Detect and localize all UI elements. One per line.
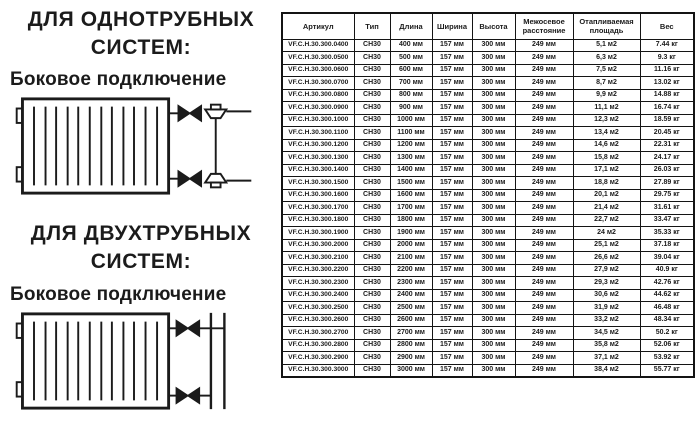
table-cell: 33.47 кг <box>640 214 694 227</box>
table-row <box>282 102 694 115</box>
table-row <box>282 114 694 127</box>
table-cell: 157 мм <box>432 52 472 65</box>
table-cell: 44.62 кг <box>640 289 694 302</box>
table-cell: 249 мм <box>515 239 573 252</box>
table-cell: 300 мм <box>472 227 515 240</box>
table-cell: СН30 <box>354 277 390 290</box>
table-row <box>282 52 694 65</box>
valve-icon <box>190 106 202 121</box>
table-row <box>282 314 694 327</box>
table-cell: 500 мм <box>390 52 432 65</box>
radiator-icon <box>17 99 169 193</box>
table-cell: 249 мм <box>515 152 573 165</box>
table-cell: VF.C.H.30.300.0500 <box>282 52 354 65</box>
table-cell: 300 мм <box>472 202 515 215</box>
table-cell: 53.92 кг <box>640 352 694 365</box>
table-cell: 24.17 кг <box>640 152 694 165</box>
single-pipe-section-title <box>10 6 272 61</box>
table-cell: VF.C.H.30.300.2900 <box>282 352 354 365</box>
table-cell: СН30 <box>354 52 390 65</box>
table-cell: 157 мм <box>432 127 472 140</box>
table-row <box>282 227 694 240</box>
table-cell: 1300 мм <box>390 152 432 165</box>
title-line-1: ДЛЯ ОДНОТРУБНЫХ <box>27 8 255 31</box>
table-cell: 157 мм <box>432 227 472 240</box>
table-cell: 249 мм <box>515 327 573 340</box>
single-pipe-section <box>10 6 272 196</box>
table-cell: 157 мм <box>432 214 472 227</box>
table-cell: 300 мм <box>472 189 515 202</box>
table-cell: 2400 мм <box>390 289 432 302</box>
table-row <box>282 264 694 277</box>
table-cell: 300 мм <box>472 314 515 327</box>
table-cell: 157 мм <box>432 339 472 352</box>
table-cell: СН30 <box>354 139 390 152</box>
table-cell: 249 мм <box>515 264 573 277</box>
table-cell: VF.C.H.30.300.0600 <box>282 64 354 77</box>
connection-diagrams-panel <box>10 6 272 411</box>
table-cell: 50.2 кг <box>640 327 694 340</box>
supply-piping <box>169 320 225 335</box>
table-cell: 249 мм <box>515 164 573 177</box>
spec-table-head-row <box>282 13 694 39</box>
table-cell: 24 м2 <box>573 227 640 240</box>
table-cell: СН30 <box>354 264 390 277</box>
table-cell: 11.16 кг <box>640 64 694 77</box>
table-cell: VF.C.H.30.300.0900 <box>282 102 354 115</box>
table-cell: 26.03 кг <box>640 164 694 177</box>
table-cell: 55.77 кг <box>640 364 694 377</box>
table-cell: СН30 <box>354 289 390 302</box>
column-header: Межосевое расстояние <box>515 13 573 39</box>
table-cell: 30,6 м2 <box>573 289 640 302</box>
table-cell: 300 мм <box>472 252 515 265</box>
table-cell: VF.C.H.30.300.1900 <box>282 227 354 240</box>
table-cell: 27,9 м2 <box>573 264 640 277</box>
table-cell: 21,4 м2 <box>573 202 640 215</box>
table-cell: 2500 мм <box>390 302 432 315</box>
table-cell: 33,2 м2 <box>573 314 640 327</box>
table-cell: VF.C.H.30.300.2200 <box>282 264 354 277</box>
table-cell: VF.C.H.30.300.0700 <box>282 77 354 90</box>
table-cell: 2800 мм <box>390 339 432 352</box>
table-cell: 157 мм <box>432 239 472 252</box>
table-cell: 157 мм <box>432 189 472 202</box>
table-cell: 22,7 м2 <box>573 214 640 227</box>
table-cell: 249 мм <box>515 89 573 102</box>
table-row <box>282 89 694 102</box>
table-cell: 48.34 кг <box>640 314 694 327</box>
table-cell: 6,3 м2 <box>573 52 640 65</box>
table-cell: VF.C.H.30.300.2300 <box>282 277 354 290</box>
table-cell: 20.45 кг <box>640 127 694 140</box>
table-cell: 1600 мм <box>390 189 432 202</box>
table-cell: СН30 <box>354 164 390 177</box>
table-cell: 22.31 кг <box>640 139 694 152</box>
table-cell: VF.C.H.30.300.1300 <box>282 152 354 165</box>
table-row <box>282 327 694 340</box>
table-row <box>282 339 694 352</box>
table-cell: 157 мм <box>432 202 472 215</box>
table-cell: 157 мм <box>432 64 472 77</box>
table-cell: 300 мм <box>472 289 515 302</box>
table-cell: СН30 <box>354 339 390 352</box>
table-cell: СН30 <box>354 214 390 227</box>
table-cell: 52.06 кг <box>640 339 694 352</box>
table-cell: 42.76 кг <box>640 277 694 290</box>
spec-table <box>281 12 695 378</box>
tee-fitting-icon <box>205 110 226 119</box>
table-cell: 16.74 кг <box>640 102 694 115</box>
table-cell: 20,1 м2 <box>573 189 640 202</box>
column-header: Тип <box>354 13 390 39</box>
tee-fitting-nub <box>211 105 221 110</box>
radiator-body <box>22 314 168 408</box>
table-cell: 300 мм <box>472 352 515 365</box>
table-cell: 249 мм <box>515 189 573 202</box>
table-cell: 13.02 кг <box>640 77 694 90</box>
table-cell: 38,4 м2 <box>573 364 640 377</box>
table-cell: 31,9 м2 <box>573 302 640 315</box>
table-cell: 7.44 кг <box>640 39 694 52</box>
table-cell: 249 мм <box>515 102 573 115</box>
table-cell: 300 мм <box>472 177 515 190</box>
table-cell: 39.04 кг <box>640 252 694 265</box>
table-cell: 300 мм <box>472 77 515 90</box>
table-cell: 249 мм <box>515 39 573 52</box>
table-cell: 300 мм <box>472 127 515 140</box>
table-cell: VF.C.H.30.300.2700 <box>282 327 354 340</box>
table-row <box>282 364 694 377</box>
table-cell: 300 мм <box>472 339 515 352</box>
riser-pipes <box>211 313 224 409</box>
table-cell: 300 мм <box>472 364 515 377</box>
table-cell: 157 мм <box>432 114 472 127</box>
table-cell: 14.88 кг <box>640 89 694 102</box>
table-cell: 11,1 м2 <box>573 102 640 115</box>
table-row <box>282 164 694 177</box>
radiator-body <box>22 99 168 193</box>
table-cell: 249 мм <box>515 227 573 240</box>
table-cell: СН30 <box>354 102 390 115</box>
valve-icon <box>178 171 190 186</box>
table-cell: 249 мм <box>515 339 573 352</box>
table-cell: 40.9 кг <box>640 264 694 277</box>
two-pipe-subtitle: Боковое подключение <box>10 283 227 305</box>
table-cell: 18,8 м2 <box>573 177 640 190</box>
table-cell: 300 мм <box>472 89 515 102</box>
table-cell: VF.C.H.30.300.2500 <box>282 302 354 315</box>
table-row <box>282 289 694 302</box>
title-line-2: СИСТЕМ: <box>90 250 192 274</box>
table-cell: 157 мм <box>432 352 472 365</box>
supply-piping <box>169 105 252 121</box>
table-cell: 157 мм <box>432 39 472 52</box>
table-cell: СН30 <box>354 127 390 140</box>
table-cell: 1900 мм <box>390 227 432 240</box>
table-cell: VF.C.H.30.300.2100 <box>282 252 354 265</box>
table-cell: VF.C.H.30.300.0400 <box>282 39 354 52</box>
table-cell: СН30 <box>354 39 390 52</box>
table-cell: VF.C.H.30.300.0800 <box>282 89 354 102</box>
table-row <box>282 302 694 315</box>
table-cell: 300 мм <box>472 164 515 177</box>
table-cell: СН30 <box>354 352 390 365</box>
table-row <box>282 152 694 165</box>
table-cell: СН30 <box>354 64 390 77</box>
table-cell: 600 мм <box>390 64 432 77</box>
table-cell: 7,5 м2 <box>573 64 640 77</box>
table-cell: 300 мм <box>472 239 515 252</box>
table-cell: СН30 <box>354 314 390 327</box>
table-cell: 300 мм <box>472 102 515 115</box>
table-row <box>282 239 694 252</box>
table-cell: 2900 мм <box>390 352 432 365</box>
table-cell: СН30 <box>354 227 390 240</box>
table-cell: 400 мм <box>390 39 432 52</box>
table-cell: 300 мм <box>472 139 515 152</box>
table-cell: VF.C.H.30.300.2800 <box>282 339 354 352</box>
table-cell: 17,1 м2 <box>573 164 640 177</box>
table-cell: 2700 мм <box>390 327 432 340</box>
table-cell: 12,3 м2 <box>573 114 640 127</box>
table-cell: 300 мм <box>472 152 515 165</box>
table-cell: 900 мм <box>390 102 432 115</box>
table-cell: 300 мм <box>472 327 515 340</box>
spec-table-panel <box>281 12 695 378</box>
table-cell: 9.3 кг <box>640 52 694 65</box>
radiator-icon <box>17 314 169 408</box>
table-cell: 157 мм <box>432 327 472 340</box>
table-cell: 37.18 кг <box>640 239 694 252</box>
two-pipe-section-title <box>10 220 272 275</box>
table-cell: VF.C.H.30.300.2600 <box>282 314 354 327</box>
tee-fitting-icon <box>205 174 226 183</box>
table-cell: 700 мм <box>390 77 432 90</box>
valve-icon <box>190 171 202 186</box>
table-cell: 18.59 кг <box>640 114 694 127</box>
table-cell: СН30 <box>354 114 390 127</box>
column-header: Вес <box>640 13 694 39</box>
table-cell: 1700 мм <box>390 202 432 215</box>
table-cell: 157 мм <box>432 152 472 165</box>
table-cell: 34,5 м2 <box>573 327 640 340</box>
table-cell: VF.C.H.30.300.1400 <box>282 164 354 177</box>
table-cell: СН30 <box>354 77 390 90</box>
table-cell: 300 мм <box>472 52 515 65</box>
table-cell: VF.C.H.30.300.1800 <box>282 214 354 227</box>
table-cell: 300 мм <box>472 64 515 77</box>
table-cell: 300 мм <box>472 277 515 290</box>
column-header: Ширина <box>432 13 472 39</box>
table-cell: 249 мм <box>515 314 573 327</box>
table-row <box>282 189 694 202</box>
table-row <box>282 352 694 365</box>
table-cell: 29,3 м2 <box>573 277 640 290</box>
table-cell: 2000 мм <box>390 239 432 252</box>
table-cell: 2600 мм <box>390 314 432 327</box>
table-row <box>282 139 694 152</box>
table-cell: 157 мм <box>432 139 472 152</box>
table-cell: 249 мм <box>515 202 573 215</box>
table-cell: СН30 <box>354 202 390 215</box>
table-cell: СН30 <box>354 327 390 340</box>
table-cell: 300 мм <box>472 264 515 277</box>
table-cell: 249 мм <box>515 364 573 377</box>
table-cell: VF.C.H.30.300.1700 <box>282 202 354 215</box>
table-cell: 249 мм <box>515 177 573 190</box>
table-row <box>282 277 694 290</box>
column-header: Артикул <box>282 13 354 39</box>
table-cell: VF.C.H.30.300.1100 <box>282 127 354 140</box>
table-cell: 25,1 м2 <box>573 239 640 252</box>
table-row <box>282 177 694 190</box>
table-cell: 249 мм <box>515 277 573 290</box>
table-cell: СН30 <box>354 302 390 315</box>
table-cell: 35.33 кг <box>640 227 694 240</box>
table-row <box>282 127 694 140</box>
table-cell: 249 мм <box>515 52 573 65</box>
table-cell: 27.89 кг <box>640 177 694 190</box>
table-cell: 13,4 м2 <box>573 127 640 140</box>
table-cell: VF.C.H.30.300.1200 <box>282 139 354 152</box>
table-cell: СН30 <box>354 189 390 202</box>
table-row <box>282 252 694 265</box>
column-header: Длина <box>390 13 432 39</box>
table-cell: 249 мм <box>515 302 573 315</box>
table-cell: 800 мм <box>390 89 432 102</box>
table-cell: 5,1 м2 <box>573 39 640 52</box>
table-cell: 157 мм <box>432 264 472 277</box>
table-cell: 2100 мм <box>390 252 432 265</box>
table-cell: 300 мм <box>472 214 515 227</box>
table-cell: VF.C.H.30.300.1500 <box>282 177 354 190</box>
valve-icon <box>178 106 190 121</box>
title-line-1: ДЛЯ ДВУХТРУБНЫХ <box>30 222 252 246</box>
table-cell: 2300 мм <box>390 277 432 290</box>
table-cell: 1000 мм <box>390 114 432 127</box>
table-cell: 157 мм <box>432 89 472 102</box>
table-cell: СН30 <box>354 364 390 377</box>
table-cell: 8,7 м2 <box>573 77 640 90</box>
table-cell: 3000 мм <box>390 364 432 377</box>
tee-fitting-nub <box>211 183 221 188</box>
table-cell: 157 мм <box>432 102 472 115</box>
table-cell: 249 мм <box>515 252 573 265</box>
table-cell: 300 мм <box>472 114 515 127</box>
table-row <box>282 39 694 52</box>
table-cell: СН30 <box>354 239 390 252</box>
table-row <box>282 202 694 215</box>
table-cell: 1400 мм <box>390 164 432 177</box>
column-header: Отапливаемая площадь <box>573 13 640 39</box>
table-row <box>282 77 694 90</box>
table-cell: 1500 мм <box>390 177 432 190</box>
table-cell: СН30 <box>354 177 390 190</box>
table-cell: 157 мм <box>432 77 472 90</box>
table-cell: 2200 мм <box>390 264 432 277</box>
table-cell: 157 мм <box>432 252 472 265</box>
table-cell: VF.C.H.30.300.1600 <box>282 189 354 202</box>
table-cell: 157 мм <box>432 164 472 177</box>
table-cell: 157 мм <box>432 314 472 327</box>
table-cell: 29.75 кг <box>640 189 694 202</box>
table-cell: 1800 мм <box>390 214 432 227</box>
spec-table-body <box>282 39 694 377</box>
table-cell: СН30 <box>354 152 390 165</box>
column-header: Высота <box>472 13 515 39</box>
table-cell: 157 мм <box>432 302 472 315</box>
table-cell: 14,6 м2 <box>573 139 640 152</box>
table-row <box>282 214 694 227</box>
table-cell: 249 мм <box>515 77 573 90</box>
table-cell: 249 мм <box>515 214 573 227</box>
table-cell: 37,1 м2 <box>573 352 640 365</box>
table-cell: VF.C.H.30.300.1000 <box>282 114 354 127</box>
table-cell: 1100 мм <box>390 127 432 140</box>
table-cell: СН30 <box>354 89 390 102</box>
table-cell: 157 мм <box>432 177 472 190</box>
table-cell: 26,6 м2 <box>573 252 640 265</box>
return-piping <box>169 171 252 187</box>
table-cell: 15,8 м2 <box>573 152 640 165</box>
table-cell: СН30 <box>354 252 390 265</box>
table-cell: 249 мм <box>515 114 573 127</box>
table-cell: 249 мм <box>515 352 573 365</box>
table-cell: 157 мм <box>432 289 472 302</box>
single-pipe-diagram <box>10 96 258 196</box>
valve-icon <box>188 320 200 335</box>
two-pipe-section <box>10 220 272 410</box>
table-cell: 300 мм <box>472 302 515 315</box>
table-cell: 249 мм <box>515 139 573 152</box>
two-pipe-diagram <box>10 311 258 411</box>
table-cell: 46.48 кг <box>640 302 694 315</box>
valve-icon <box>176 388 188 403</box>
valve-icon <box>188 388 200 403</box>
table-cell: 300 мм <box>472 39 515 52</box>
table-cell: 249 мм <box>515 64 573 77</box>
title-line-2: СИСТЕМ: <box>90 35 192 59</box>
table-row <box>282 64 694 77</box>
single-pipe-subtitle: Боковое подключение <box>10 69 227 91</box>
table-cell: 9,9 м2 <box>573 89 640 102</box>
valve-icon <box>176 320 188 335</box>
table-cell: VF.C.H.30.300.3000 <box>282 364 354 377</box>
table-cell: 1200 мм <box>390 139 432 152</box>
table-cell: VF.C.H.30.300.2400 <box>282 289 354 302</box>
table-cell: 157 мм <box>432 364 472 377</box>
table-cell: 249 мм <box>515 127 573 140</box>
table-cell: 35,8 м2 <box>573 339 640 352</box>
return-piping <box>169 388 211 403</box>
table-cell: 157 мм <box>432 277 472 290</box>
table-cell: 31.61 кг <box>640 202 694 215</box>
table-cell: VF.C.H.30.300.2000 <box>282 239 354 252</box>
table-cell: 249 мм <box>515 289 573 302</box>
